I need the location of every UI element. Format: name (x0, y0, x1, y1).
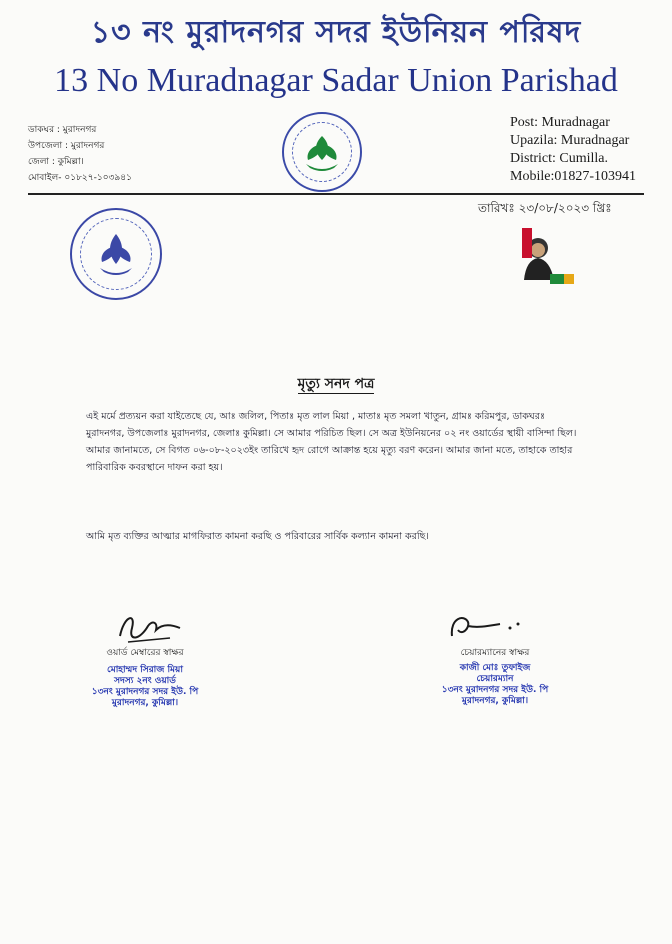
address-mobile-en: Mobile:01827-103941 (510, 169, 636, 184)
chairman-designation: চেয়ারম্যান (476, 674, 514, 684)
member-location: মুরাদনগর, কুমিল্লা। (111, 698, 179, 708)
union-title-english: 13 No Muradnagar Sadar Union Parishad (54, 62, 618, 99)
issue-date: তারিখঃ ২৩/০৮/২০২৩ খ্রিঃ (478, 201, 612, 215)
address-mobile-bn: মোবাইল- ০১৮২৭-১০৩৯৪১ (28, 173, 132, 183)
header-divider (28, 193, 644, 195)
address-upazila-bn: উপজেলা : মুরাদনগর (28, 141, 105, 151)
chairman-signature-graphic (444, 608, 534, 648)
address-bengali (28, 122, 132, 186)
member-signature-block (60, 648, 230, 709)
address-english (510, 114, 636, 186)
address-district-en: District: Cumilla. (510, 151, 608, 166)
member-designation: সদস্য ২নং ওয়ার্ড (114, 676, 176, 686)
union-seal-logo (282, 112, 362, 192)
member-signature-graphic (110, 606, 190, 650)
condolence-statement: আমি মৃত ব্যক্তির আত্মার মাগফিরাত কামনা করছি ও পরিবারের সার্বিক কল্যান কামনা করছি। (86, 531, 429, 542)
chairman-signature-label: চেয়ারম্যানের স্বাক্ষর (460, 648, 530, 658)
address-post-bn: ডাকঘর : মুরাদনগর (28, 125, 97, 135)
chairman-signature-block (400, 648, 590, 707)
member-name: মোহাম্মদ সিরাজ মিয়া (107, 665, 183, 675)
member-union: ১৩নং মুরাদনগর সদর ইউ. পি (91, 687, 199, 697)
office-round-stamp (70, 208, 162, 300)
boat-leaf-emblem-icon (284, 114, 360, 190)
stamp-emblem-icon (72, 210, 160, 298)
chairman-name: কাজী মোঃ তুফাইজ (459, 663, 531, 673)
chairman-location: মুরাদনগর, কুমিল্লা। (461, 696, 529, 706)
address-post-en: Post: Muradnagar (510, 115, 610, 130)
address-upazila-en: Upazila: Muradnagar (510, 133, 630, 148)
chairman-union: ১৩নং মুরাদনগর সদর ইউ. পি (441, 685, 549, 695)
certificate-heading-text: মৃত্যু সনদ পত্র (297, 376, 375, 392)
portrait-image (516, 228, 578, 290)
address-district-bn: জেলা : কুমিল্লা। (28, 157, 84, 167)
union-title-bengali: ১৩ নং মুরাদনগর সদর ইউনিয়ন পরিষদ (90, 15, 582, 50)
certificate-heading (0, 372, 672, 396)
member-signature-label: ওয়ার্ড মেম্বারের স্বাক্ষর (106, 648, 184, 658)
certificate-body: এই মর্মে প্রত্যয়ন করা যাইতেছে যে, আঃ জলিল, পিতাঃ মৃত লাল মিয়া , মাতাঃ মৃত সমলা খাতুন, গ্রামঃ করিমপুর, ডাকঘরঃ মুরাদনগর, উপজেলাঃ মুরাদনগর, জেলাঃ কুমিল্লা। সে আমার পরিচিত ছিল। সে অত্র ইউনিয়নের ০২ নং ওয়ার্ডের স্থায়ী বাসিন্দা ছিল। আমার জানামতে, সে বিগত ০৬-০৮-২০২৩ইং তারিখে হৃদ রোগে আক্রান্ত হয়ে মৃত্যু বরণ করেন। আমার জানা মতে, তাহাকে তাহার পারিবারিক কবরস্থানে দাফন করা হয়। (86, 411, 577, 473)
